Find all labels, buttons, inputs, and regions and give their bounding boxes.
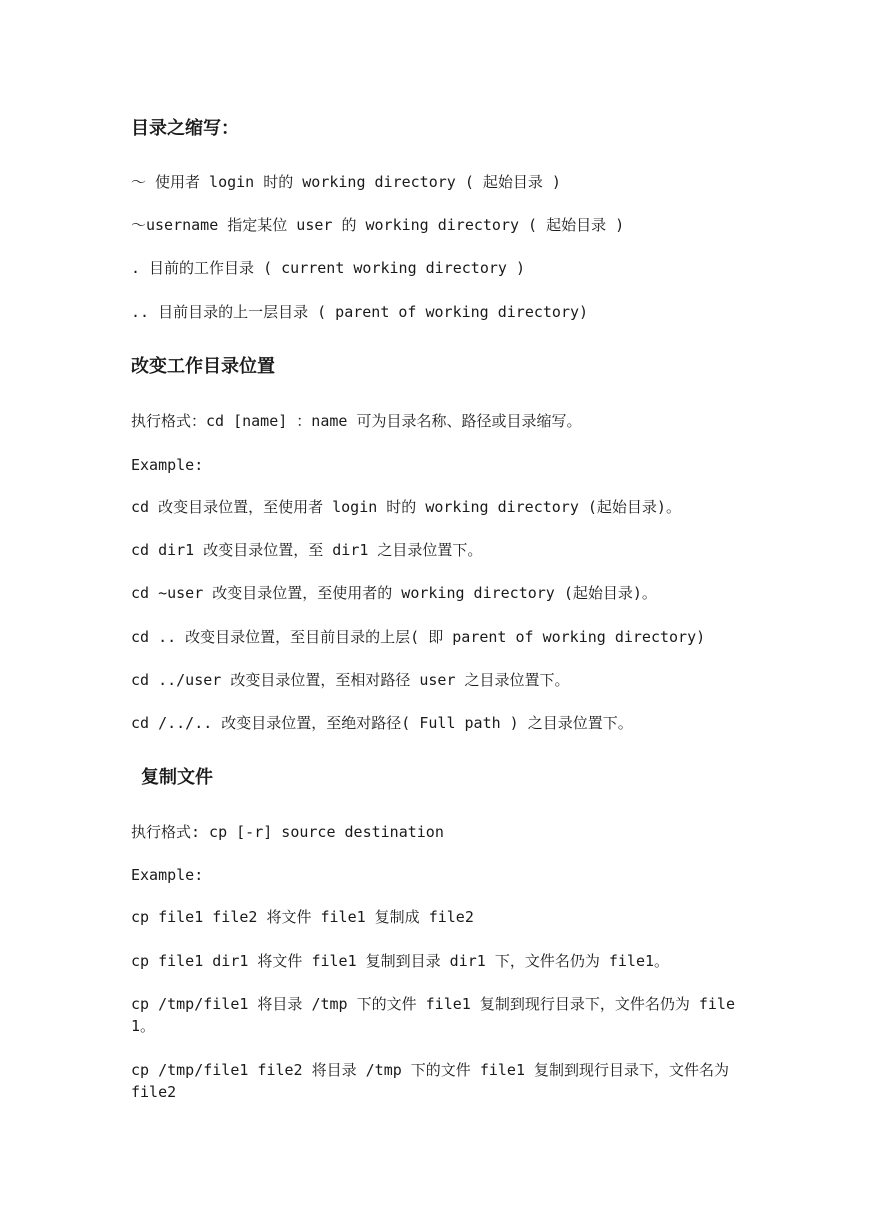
abbrev-line-current: . 目前的工作目录 ( current working directory ) bbox=[131, 259, 525, 277]
section-heading-copy: 复制文件 bbox=[141, 767, 213, 788]
cp-example-tmp-file: cp /tmp/file1 将目录 /tmp 下的文件 file1 复制到现行目录下，文件名仍为 file1。 bbox=[131, 995, 735, 1035]
cd-example-parent: cd .. 改变目录位置，至目前目录的上层( 即 parent of working directory) bbox=[131, 628, 706, 646]
cp-example-tmp-file-rename: cp /tmp/file1 file2 将目录 /tmp 下的文件 file1 复制到现行目录下，文件名为 file2 bbox=[131, 1061, 739, 1101]
cd-format-line: 执行格式：cd [name] ：name 可为目录名称、路径或目录缩写。 bbox=[131, 412, 582, 430]
cp-example-file: cp file1 file2 将文件 file1 复制成 file2 bbox=[131, 908, 474, 926]
cd-example-dir1: cd dir1 改变目录位置，至 dir1 之目录位置下。 bbox=[131, 541, 483, 559]
cp-format-line: 执行格式: cp [-r] source destination bbox=[131, 823, 444, 841]
cd-example-home: cd 改变目录位置，至使用者 login 时的 working directory (起始目录)。 bbox=[131, 498, 681, 516]
abbrev-line-home: ～ 使用者 login 时的 working directory ( 起始目录 ) bbox=[131, 173, 561, 191]
cp-example-dir: cp file1 dir1 将文件 file1 复制到目录 dir1 下，文件名仍为 file1。 bbox=[131, 952, 670, 970]
abbrev-line-user-home: ～username 指定某位 user 的 working directory ( 起始目录 ) bbox=[131, 216, 625, 234]
cd-example-relative: cd ../user 改变目录位置，至相对路径 user 之目录位置下。 bbox=[131, 671, 570, 689]
cd-example-user: cd ~user 改变目录位置，至使用者的 working directory (起始目录)。 bbox=[131, 584, 657, 602]
cd-example-absolute: cd /../.. 改变目录位置，至绝对路径( Full path ) 之目录位置下。 bbox=[131, 714, 633, 732]
cd-example-label: Example: bbox=[131, 456, 204, 474]
cp-example-label: Example: bbox=[131, 866, 204, 884]
section-heading-cd: 改变工作目录位置 bbox=[131, 356, 275, 377]
section-heading-abbreviations: 目录之缩写： bbox=[131, 118, 239, 139]
abbrev-line-parent: .. 目前目录的上一层目录 ( parent of working directory) bbox=[131, 303, 589, 321]
